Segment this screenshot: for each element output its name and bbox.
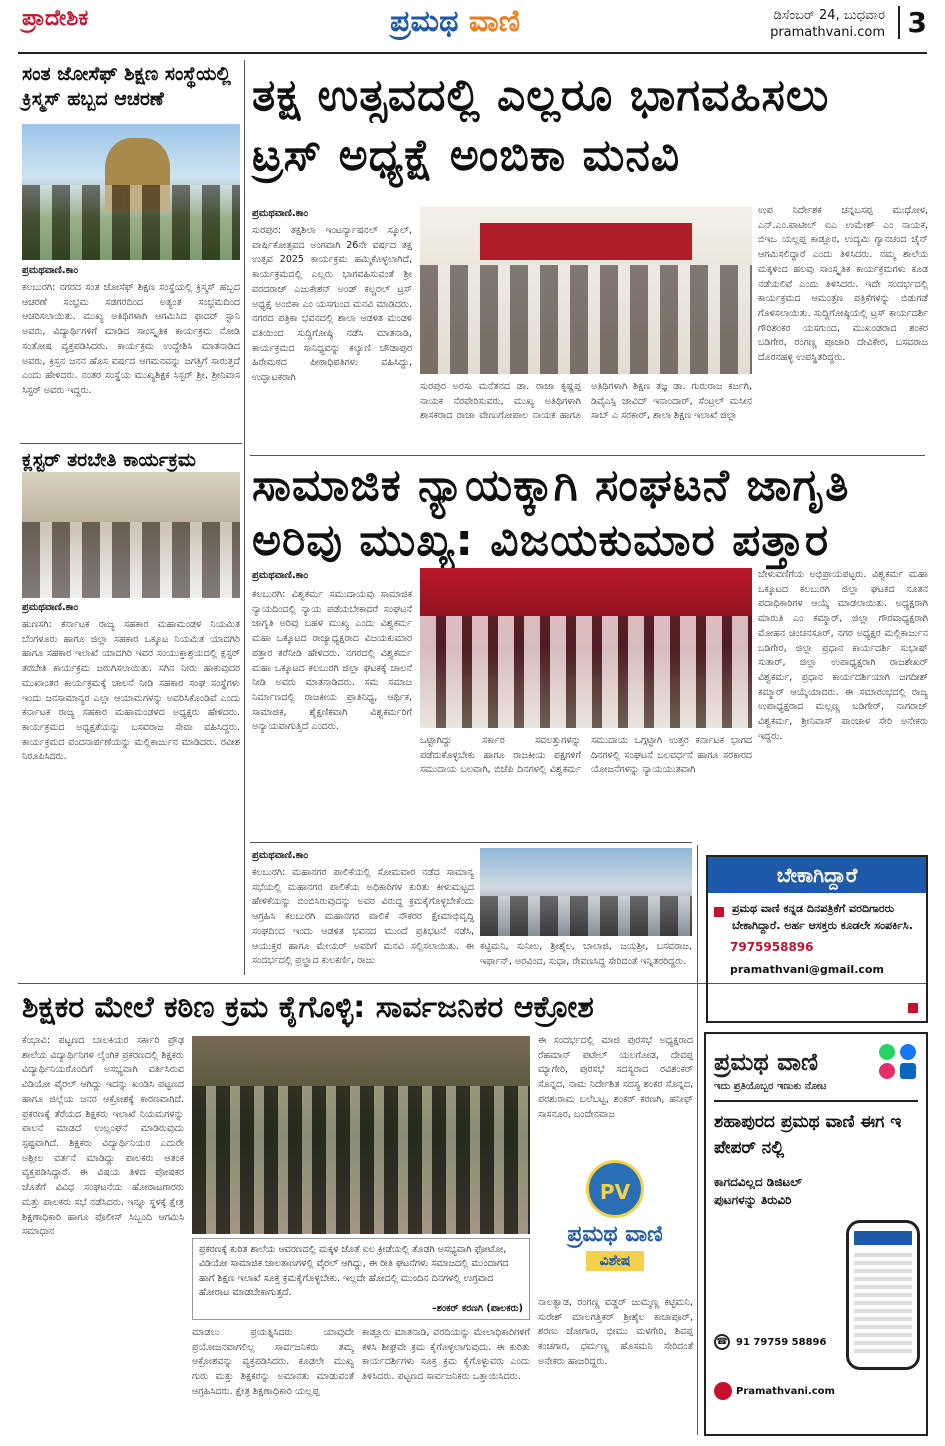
ad-epaper-name: ಪ್ರಮಥ ವಾಣಿ	[714, 1047, 818, 1076]
section-divider	[250, 455, 925, 456]
ad-epaper-web-row[interactable]	[714, 1382, 835, 1400]
ad-epaper-tagline: ಇದು ಪ್ರತಿಯೊಬ್ಬರ ಇಣುಕು ನೋಟ	[714, 1081, 827, 1092]
group-people	[22, 522, 240, 598]
phone-screen-content	[854, 1253, 912, 1353]
ad-wanted-phone[interactable]: 7975958896	[730, 940, 814, 954]
section-label: ಪ್ರಾದೇಶಿಕ	[22, 6, 89, 31]
story5-body-left: ಕಲಬುರಗಿ: ಮಹಾನಗರ ಪಾಲಿಕೆಯಲ್ಲಿ ಸೋಮವಾರ ನಡೆದ ಸಾಮಾನ್ಯ ಸಭೆಯಲ್ಲಿ ಮಹಾನಗರ ಪಾಲಿಕೆಯ ಅಧಿಕಾರಿಗಳ ಕುರಿತು ಕೀಳುಮಟ್ಟದ ಹೇಳಿಕೆಯನ್ನು ಬಿಂಬಿಸಿರುವುದನ್ನು ಅವರ ವಿರುದ್ಧ ಕ್ರಮಕೈಗೊಳ್ಳಬೇಕೆಂದು ಆಗ್ರಹಿಸಿ ಕಲಬುರಗಿ ಮಹಾನಗರ ಪಾಲಿಕೆ ನೌಕರರ ಕ್ಷೇಮಾಭಿವೃದ್ಧಿ ಸಂಘದಿಂದ ಇಂದು ಆಡಳಿತ ಭವನದ ಮುಂದೆ ಪ್ರತಿಭಟನೆ ನಡೆಸಿ, ಆಯುಕ್ತರ ಹಾಗೂ ಮೇಯರ್ ಅವರಿಗೆ ಮನವಿ ಸಲ್ಲಿಸಲಾಯಿತು. ಈ ಸಂದರ್ಭದಲ್ಲಿ ಪ್ರಲ್ಹಾದ ಕುಲಕರ್ಣಿ, ರಾಜು	[252, 867, 474, 967]
whatsapp-icon[interactable]	[879, 1044, 895, 1060]
header-rule	[18, 52, 927, 54]
ad-wanted[interactable]	[706, 855, 928, 1023]
story6-body-left: ಕೆಂಭಾವಿ: ಪಟ್ಟಣದ ಬಾಲಕಿಯರ ಸರ್ಕಾರಿ ಪ್ರೌಢ ಶಾಲೆಯ ವಿದ್ಯಾರ್ಥಿನಿಗಳ ಲೈಂಗಿಕ ಪ್ರಕರಣದಲ್ಲಿ ಶಿಕ್ಷಕರು ವಿದ್ಯಾರ್ಥಿನಿಯರೊಂದಿಗೆ ಅಸಭ್ಯವಾಗಿ ವರ್ತಿಸಿರುವ ವಿಡಿಯೋ ವೈರಲ್ ಆಗಿದ್ದು ಇದನ್ನು ಖಂಡಿಸಿ ಪಟ್ಟಣದ ಹಾಗೂ ಜಿಲ್ಲೆಯ ಜನರ ಆಕ್ರೋಶಕ್ಕೆ ಕಾರಣವಾಗಿದೆ. ಪ್ರಕರಣಕ್ಕೆ ತೆರೆಯದ ಶಿಕ್ಷಕರು ಇಲಾಖೆ ನಿಯಮಗಳನ್ನು ಪಾಲನೆ ಮಾಡದೆ ಉಲ್ಲಂಘನೆ ಮಾಡಿರುವುದು ಸ್ಪಷ್ಟವಾಗಿದೆ. ಶಿಕ್ಷಕರು ವಿದ್ಯಾರ್ಥಿನಿಯರ ಎದುರೇ ಅಶ್ಲೀಲ ವರ್ತನೆ ಮಾಡಿದ್ದು ಪಾಲಕರು ಆತಂಕ ವ್ಯಕ್ತಪಡಿಸಿದ್ದಾರೆ. ಈ ವಿಷಯ ತಿಳಿದ ಪೋಷಕರ ಜೊತೆಗೆ ವಿವಿಧ ಸಂಘಟನೆಯ ಹೋರಾಟಗಾರರು ಮತ್ತು ಪಾಲಕರು ಸಭೆ ನಡೆಸಿದರು. ಇನ್ನೂ ಸ್ಥಳಕ್ಕೆ ಕ್ಷೇತ್ರ ಶಿಕ್ಷಣಾಧಿಕಾರಿ ಹಾಗೂ ಪೊಲೀಸ್ ಸಿಬ್ಬಂದಿ ಆಗಮಿಸಿ ಸಮಾಧಾನ	[22, 1035, 184, 1238]
story6-caption: ಪ್ರಕರಣಕ್ಕೆ ಕುರಿತ ಶಾಲೆಯ ಆವರಣದಲ್ಲಿ ಮಕ್ಕಳ ಜೊತೆ ಐಲ ಕ್ರೀಡೆಯಲ್ಲಿ ತೊಡಗಿ ಅಸಭ್ಯವಾಗಿ ಫೋಟೋ, ವಿಡಿಯೋ ಸಾಮಾಜಿಕ ಜಾಲತಾಣಗಳಲ್ಲಿ ವೈರಲ್ ಆಗಿದ್ದು, ಈ ರೀತಿ ಘಟನೆಗಳು ಸಮಾಜದಲ್ಲಿ ಮುಂದಾಗದ ಹಾಗೆ ಶಿಕ್ಷಣ ಇಲಾಖೆ ಸೂಕ್ತ ಕ್ರಮಕೈಗೊಳ್ಳಬೇಕು. ಇಲ್ಲದೇ ಹೋದಲ್ಲಿ ಮುಂದಿನ ದಿನಗಳಲ್ಲಿ ಉಗ್ರವಾದ ಹೋರಾಟ ಮಾಡಬೇಕಾಗುತ್ತದೆ.	[199, 1244, 509, 1298]
story4-photo	[420, 568, 752, 728]
page-number: 3	[898, 6, 927, 39]
group-people	[420, 616, 752, 728]
story3-body-left: ಸುರಪುರ: ತಕ್ಷಶಿಲಾ ಇಂಟರ್ನ್ಯಾಷನಲ್ ಸ್ಕೂಲ್, ವಾರ್ಷಿಕೋತ್ಸವದ ಅಂಗವಾಗಿ 26ನೇ ವರ್ಷದ ತಕ್ಷ ಉತ್ಸವ 2025 ಕಾರ್ಯಕ್ರಮ ಹಮ್ಮಿಕೊಳ್ಳಲಾಗಿದೆ, ಕಾರ್ಯಕ್ರಮದಲ್ಲಿ ಎಲ್ಲರು ಭಾಗವಹಿಸುವಂತೆ ಶ್ರೀ ವರದರಾಜ್ ಎಜುಕೇಶನ್ ಅಂಡ್ ಕಲ್ಚರಲ್ ಟ್ರಸ್ ಅಧ್ಯಕ್ಷೆ ಅಂಬಿಕಾ ಎಂ ಯಸಗುಂದ ಮನವಿ ಮಾಡಿದರು. ನಗರದ ಪತ್ರಿಕಾ ಭವನದಲ್ಲಿ ಶಾಲಾ ಆಡಳಿತ ಮಂಡಳಿ ವತಿಯಿಂದ ಸುದ್ದಿಗೋಷ್ಠಿ ನಡೆಸಿ ಮಾತನಾಡಿ, ಕಾರ್ಯಕ್ರಮದ ಸಾನಿಧ್ಯವನ್ನು ಕಲ್ಯಾಣಿ ಚೌಡಾಪುರ ಹಿರೇಮಠದ ಪೀಠಾಧಿಪತಿಗಳು ವಹಿಸಿದ್ದು, ಉದ್ಘಾಟಕರಾಗಿ	[252, 225, 412, 384]
masthead-part2: ವಾಣಿ	[468, 4, 521, 39]
column-divider	[697, 845, 698, 1435]
story5-photo	[480, 848, 692, 936]
bullet-square-icon	[714, 907, 724, 917]
ad-wanted-title: ಬೇಕಾಗಿದ್ದಾರೆ	[708, 857, 926, 893]
section-divider	[20, 443, 242, 444]
story4-headline-line2[interactable]: ಅರಿವು ಮುಖ್ಯ: ವಿಜಯಕುಮಾರ ಪತ್ತಾರ	[252, 515, 830, 566]
issue-date: ಡಿಸೆಂಬರ್ 24, ಬುಧವಾರ	[773, 8, 885, 23]
ad-wanted-text: ಪ್ರಮಥ ವಾಣಿ ಕನ್ನಡ ದಿನಪತ್ರಿಕೆಗೆ ವರದಿಗಾರರು ಬೇಕಾಗಿದ್ದಾರೆ. ಅರ್ಹ ಆಸಕ್ತರು ಕೂಡಲೇ ಸಂಪರ್ಕಿಸಿ.	[732, 902, 913, 932]
story3-photo	[420, 206, 752, 374]
masthead	[390, 4, 520, 39]
ad-epaper-website: Pramathvani.com	[736, 1385, 835, 1397]
group-people	[480, 896, 692, 936]
story6-body-right: ಈ ಸಂದರ್ಭದಲ್ಲಿ ಮಾಜಿ ಪುರಸಭೆ ಅಧ್ಯಕ್ಷರಾದ ರೆಹಮಾನ್ ಪಟೇಲ್ ಯಲಗೋಡ, ದೇವಪ್ಪ ಮ್ಯಾಗೇರಿ, ಪುರಸಭೆ ಸದಸ್ಯರಾದ ರವಿಶಂಕರ್ ಸೊನ್ನದ, ನಾಮ ನಿರ್ದೇಶಿತ ಸದಸ್ಯ ಶಂಕರ ಸೊನ್ನದ, ಪರಶುರಾಮ ಬಲೆಬಟ್ಟ, ಶಂಕರ್ ಕರಣಗಿ, ಹನೀಫ್ ಸಾಸನೂರ, ಬಂದೇನವಾಜ	[538, 1035, 693, 1120]
story2-headline[interactable]: ಕ್ಲಸ್ಟರ್ ತರಬೇತಿ ಕಾರ್ಯಕ್ರಮ	[22, 449, 196, 471]
header-date-block	[770, 8, 885, 42]
ad-epaper-phone: 91 79759 58896	[736, 1336, 827, 1348]
story1-headline[interactable]: ಸಂತ ಜೋಸೆಫ್ ಶಿಕ್ಷಣ ಸಂಸ್ಥೆಯಲ್ಲಿ ಕ್ರಿಸ್ಮಸ್ ಹಬ್ಬದ ಆಚರಣೆ	[22, 63, 231, 110]
ad-special-name: ಪ್ರಮಥ ವಾಣಿ	[567, 1222, 663, 1247]
social-icons	[879, 1044, 918, 1079]
story6-body-mid: ಮಾಡಲು ಪ್ರಯತ್ನಿಸಿದರು ಯಾವುದೇ ಪ್ರಯೋಜನವಾಗಲಿಲ್ಲ ಸಾರ್ವಜನಿಕರು ತಮ್ಮ ಆಕ್ರೋಶವನ್ನು ವ್ಯಕ್ತಪಡಿಸಿದರು. ಕೂಡಲೇ ಮುಖ್ಯ ಗುರು ಮತ್ತು ಶಿಕ್ಷಕರನ್ನು ಅಮಾನತು ಮಾಡುವಂತೆ ಆಗ್ರಹಿಸಿದರು. ಕ್ಷೇತ್ರ ಶಿಕ್ಷಣಾಧಿಕಾರಿ ಯಲ್ಲಪ್ಪ	[192, 1327, 354, 1397]
story6-caption-box	[192, 1238, 530, 1320]
phone-mockup	[846, 1220, 920, 1370]
story4-body-left: ಕಲಬುರಗಿ: ವಿಶ್ವಕರ್ಮ ಸಮುದಾಯವು ಸಾಮಾಜಿಕ ನ್ಯಾಯದಿಂದಲ್ಲಿ ನ್ಯಾಯ ಪಡೆಯಬೇಕಾದರೆ ಸಂಘಟನೆ ಜಾಗೃತಿ ಅರಿವು ಬಹಳ ಮುಖ್ಯ ಎಂದು ವಿಶ್ವಕರ್ಮ ಮಹಾ ಒಕ್ಕೂಟದ ರಾಜ್ಯಾಧ್ಯಕ್ಷರಾದ ವಿಜಯಕುಮಾರ ಪತ್ತಾರ ಕರೆನೀಡಿ ಹೇಳಿದರು. ನಗರದಲ್ಲಿ ವಿಶ್ವಕರ್ಮ ಮಹಾ ಒಕ್ಕೂಟದ ಕಲಬುರಗಿ ಜಿಲ್ಲಾ ಘಟಕಕ್ಕೆ ಚಾಲನೆ ನೀಡಿ ಅವರು ಮಾತನಾಡಿದರು. ಸಮ ಸಮಾಜ ನಿರ್ಮಾಣದಲ್ಲಿ ರಾಜಕೀಯ ಪ್ರಾತಿನಿಧ್ಯ, ಆರ್ಥಿಕ, ಸಾಮಾಜಿಕ, ಶೈಕ್ಷಣಿಕವಾಗಿ ವಿಶ್ವಕರ್ಮರಿಗೆ ಅನ್ಯಾಯವಾಗುತ್ತಿದೆ ಎಂದರು.	[252, 589, 412, 733]
corner-square-icon	[908, 1003, 918, 1013]
ad-epaper-headline: ಶಹಾಪುರದ ಪ್ರಮಥ ವಾಣಿ ಈಗ ಇ ಪೇಪರ್ ನಲ್ಲಿ	[714, 1112, 902, 1158]
story2-byline: ಪ್ರಮಥವಾಣಿ.ಕಾಂ	[22, 602, 79, 613]
story3-body-mid: ಸುರಪುರ ಅರಸು ಮನೆತನದ ಡಾ. ರಾಜಾ ಕೃಷ್ಣಪ್ಪ ನಾಯಕ ನೆರವೇರಿಸುವರು, ಮುಖ್ಯ ಅತಿಥಿಗಳಾಗಿ ಶಾಸಕರಾದ ರಾಜಾ ವೇಣುಗೋಪಾಲ ನಾಯಕ ಹಾಗೂ ಅತಿಥಿಗಳಾಗಿ ಶಿಕ್ಷಣ ತಜ್ಞ ಡಾ. ಗುರುರಾಜ ಕರ್ಜಗಿ, ಡಿವೈಎಸ್ಪಿ ಜಾವಿದ್ ಇನಾಂದಾರ್, ಸೆಂಟ್ರಲ್ ಮಸೀನ ಸಾಬ್ ಎ ಸರಕಾರ್, ಶಾಲಾ ಶಿಕ್ಷಣ ಇಲಾಖೆ ಜಿಲ್ಲಾ	[420, 381, 752, 422]
story5-body-right: ಕಟ್ಟಿಮನಿ, ಸುನೀಲ, ಶ್ರೀಶೈಲ, ಬಾಲಾಜಿ, ಜಯಶ್ರೀ, ಬಸವರಾಜ, ಇರ್ಫಾನ್, ಅರವಿಂದ, ಸುಧಾ, ರೇವಣಸಿದ್ದ ಸೇರಿದಂತೆ ಇನ್ನಿತರರಿದ್ದರು.	[480, 941, 692, 967]
story1-body: ಕಲಬುರಗಿ: ನಗರದ ಸಂತ ಜೋಸೆಫ್ ಶಿಕ್ಷಣ ಸಂಸ್ಥೆಯಲ್ಲಿ ಕ್ರಿಸ್ಮಸ್ ಹಬ್ಬದ ಆಚರಣೆ ಸಂಭ್ರಮ ಸಡಗರದಿಂದ ಅತ್ಯಂತ ಸಂಭ್ರಮದಿಂದ ಆಚರಿಸಲಾಯಿತು. ಮುಖ್ಯ ಅತಿಥಿಗಳಾಗಿ ಆಗಮಿಸಿದ ಫಾದರ್ ಸ್ಟಾನಿ ಅವರು, ವಿದ್ಯಾರ್ಥಿಗಳಿಗೆ ಮಾಡಿದ ಸಾಂಸ್ಕೃತಿಕ ಕಾರ್ಯಕ್ರಮ ನೋಡಿ ಸಂತೋಷ ವ್ಯಕ್ತಪಡಿಸಿದರು. ಕಾರ್ಯಕ್ರಮ ಉದ್ದೇಶಿಸಿ ಮಾತನಾಡಿದ ಅವರು, ಕ್ರಿಸ್ತನ ಜನನ ಹೊಸ ವರ್ಷದ ಆಗಮನವನ್ನು ಜಗತ್ತಿಗೆ ಸಾರುತ್ತದೆ ಎಂದು ಹೇಳಿದರು. ನಂತರ ಸಂಸ್ಥೆಯ ಮುಖ್ಯಶಿಕ್ಷಕ ಸಿಸ್ಟರ್ ಶ್ರೀ, ಶ್ರೀನಿವಾಸ ಸಿಸ್ಟರ್ ಅವರು ಇದ್ದರು.	[22, 282, 240, 397]
story3-byline: ಪ್ರಮಥವಾಣಿ.ಕಾಂ	[252, 208, 309, 219]
story4-body-right: ಬೇಳುವಣಿಗೆಯ ಅಭಿಪ್ರಾಯಪಟ್ಟರು. ವಿಶ್ವಕರ್ಮ ಮಹಾ ಒಕ್ಕೂಟದ ಕಲಬುರಗಿ ಜಿಲ್ಲಾ ಘಟಕದ ನೂತನ ಪದಾಧಿಕಾರಿಗಳ ಆಯ್ಕೆ ಮಾಡಲಾಯಿತು. ಅಧ್ಯಕ್ಷರಾಗಿ ಮಾರುತಿ ಎಂ ಕಮ್ಮಾರ್, ಜಿಲ್ಲಾ ಗೌರವಾಧ್ಯಕ್ಷರಾಗಿ ಮೋಹನ ಚಿಂಚನಸೂರ್, ನಗರ ಅಧ್ಯಕ್ಷರ ಮಲ್ಲಿಕಾರ್ಜುನ ಬಡಿಗೇರ, ಜಿಲ್ಲಾ ಪ್ರಧಾನ ಕಾರ್ಯದರ್ಶಿ ಸುಭಾಷ್ ಸುತಾರ್, ಜಿಲ್ಲಾ ಉಪಾಧ್ಯಕ್ಷರಾಗಿ ರಾಜಶೇಖರ್ ವಿಶ್ವಕರ್ಮ, ಪ್ರಧಾನ ಕಾರ್ಯದರ್ಶಿಯಾಗಿ ಜಗದೀಶ್ ಕಮ್ಮಾರ್ ಆಯ್ಕೆಯಾದರು. ಈ ಸಮಾರಂಭದಲ್ಲಿ ರಾಜ್ಯ ಉಪಾಧ್ಯಕ್ಷರಾದ ಮಲ್ಲಣ್ಣ ಬಡಿಗೇರ್, ನಾಗರಾಜ್ ವಿಶ್ವಕರ್ಮ, ಶ್ರೀನಿವಾಸ್ ಪಾಂಚಾಳ ಸೇರಿ ಅನೇಕರು ಇದ್ದರು.	[758, 569, 928, 742]
ad-wanted-email[interactable]: pramathvani@gmail.com	[730, 963, 884, 976]
ad-epaper-phone-row[interactable]	[714, 1334, 826, 1350]
phone-icon: ☎	[714, 1334, 730, 1350]
ad-special[interactable]	[540, 1160, 690, 1290]
story3-body-right: ಉಪ ನಿರ್ದೇಶಕ ಚನ್ನಬಸಪ್ಪ ಮುಧೋಳ, ಎನ್.ಎಂ.ಪಾಟೀಲ್ ಐಎ ಉಮೇಶ್ ಎಂ ನಾಯಕ, ಬಿಇಒ ಯಲ್ಲಪ್ಪ ಕಾಡ್ಲೂರ, ಉದ್ಯಮಿ ಗ್ಯಾನಚಂದ ಜೈನ್ ಆಗಮಿಸಲಿದ್ದಾರೆ ಎಂದು ತಿಳಿಸಿದರು. ನಮ್ಮ ಶಾಲೆಯ ಮಕ್ಕಳಿಂದ ಹಲವು ಸಾಂಸ್ಕೃತಿಕ ಕಾರ್ಯಕ್ರಮಗಳು ಕೂಡ ನಡೆಯಲಿವೆ ಎಂದು ತಿಳಿಸಿದರು. ಇದೇ ಸಂದರ್ಭದಲ್ಲಿ ಕಾರ್ಯಕ್ರಮದ ಆಮಂತ್ರಣ ಪತ್ರಿಕೆಗಳನ್ನು ಬಿಡುಗಡೆ ಗೊಳಿಸಲಾಯಿತು. ಸುದ್ದಿಗೋಷ್ಠಿಯಲ್ಲಿ ಟ್ರಸ್ ಕಾರ್ಯದರ್ಶಿ ಗೌರಿಶಂಕರ ಯಸಗುಂದ, ಮುಖಂಡರಾದ ಶಂಕರ ಬಡಿಗೇರ, ರಂಗಣ್ಣ ಪೂಜಾರಿ ದೇವಿಕೇರ, ಬಸವರಾಜ ದೊರನಹಳ್ಳಿ ಉಪಸ್ಥಿತರಿದ್ದರು.	[758, 205, 928, 364]
banner-shape	[480, 223, 692, 260]
masthead-part1: ಪ್ರಮಥ	[390, 4, 459, 39]
story3-headline-line1[interactable]: ತಕ್ಷ ಉತ್ಸವದಲ್ಲಿ ಎಲ್ಲರೂ ಭಾಗವಹಿಸಲು	[252, 70, 830, 121]
story6-headline[interactable]: ಶಿಕ್ಷಕರ ಮೇಲೆ ಕಠಿಣ ಕ್ರಮ ಕೈಗೊಳ್ಳಿ: ಸಾರ್ವಜನಿಕರ ಆಕ್ರೋಶ	[22, 990, 594, 1025]
story1-photo	[22, 124, 240, 260]
story6-body-mid2: ಕಾಡ್ಲೂರು ಮಾತನಾಡಿ, ವರದಿಯನ್ನು ಮೇಲಾಧಿಕಾರಿಗಳಿಗೆ ಕಳಿಸಿ ಶೀಘ್ರವೇ ಕ್ರಮ ಕೈಗೊಳ್ಳಲಾಗುವುದು. ಈ ಕುರಿತು ಕಾರ್ಯದರ್ಶಿಗಳು ಸೂಕ್ತ ಕ್ರಮ ಕೈಗೊಳ್ಳುವರು ಎಂದು ತಿಳಿಸಿದರು. ಪಟ್ಟಣದ ಸಾರ್ವಜನಿಕರು ಒತ್ತಾಯಿಸಿದರು.	[362, 1327, 530, 1383]
pv-logo: PV	[586, 1160, 644, 1218]
instagram-icon[interactable]	[879, 1063, 895, 1079]
story6-caption-credit: –ಶಂಕರ್ ಕರಣಗಿ (ಪಾಲಕರು)	[432, 1303, 523, 1314]
ad-special-subtitle: ವಿಶೇಷ	[586, 1251, 645, 1271]
story4-body-mid: ಒಟ್ಟಾಗಿದ್ದು ಸರ್ಕಾರ ಸವಲತ್ತುಗಳನ್ನು ಪಡೆದುಕೊಳ್ಳಬೇಕು ಹಾಗೂ ರಾಜಕೀಯ ಪಕ್ಷಗಳಿಗೆ ಸಮುದಾಯ ಬಲವಾಗಿ, ಬಿಜೆಪಿ ದಿನಗಳಲ್ಲಿ ವಿಶ್ವಕರ್ಮ ಸಮುದಾಯ ಒಗ್ಗಟ್ಟಾಗಿ ಉತ್ತರ ಕರ್ನಾಟಕ ಭಾಗದ ದಿನಗಳಲ್ಲಿ ಸಂಘಟನೆ ಬಲವರ್ಧನೆ ಹಾಗೂ ಸರಕಾರದ ಯೋಜನೆಗಳನ್ನು ನ್ಯಾಯಯುತವಾಗಿ	[420, 735, 752, 776]
group-people	[22, 185, 240, 260]
story4-headline-line1[interactable]: ಸಾಮಾಜಿಕ ನ್ಯಾಯಕ್ಕಾಗಿ ಸಂಘಟನೆ ಜಾಗೃತಿ	[252, 460, 850, 511]
story2-photo	[22, 472, 240, 598]
story5-byline: ಪ್ರಮಥವಾಣಿ.ಕಾಂ	[252, 850, 309, 861]
crowd	[192, 1086, 530, 1235]
story2-body: ಹುಣಸಗಿ: ಕರ್ನಾಟಕ ರಾಜ್ಯ ಸಹಕಾರ ಮಹಾಮಂಡಳ ನಿಯಮಿತ ಬೆಂಗಳೂರು ಹಾಗೂ ಜಿಲ್ಲಾ ಸಹಕಾರ ಒಕ್ಕೂಟ ನಿಯಮಿತ ಯಾದಗಿರಿ ಹಾಗೂ ಸಹಕಾರ ಇಲಾಖೆ ಯಾದಗಿರಿ ಇವರ ಸಂಯುಕ್ತಾಶ್ರಯದಲ್ಲಿ ಕ್ಲಸ್ಟರ್ ತರಬೇತಿ ಕಾರ್ಯಕ್ರಮ ಜರುಗಿಸಲಾಯಿತು. ಸಗಿನ ನೀರು ಹಾಕುವುದರ ಮುಖಾಂತರ ಕಾರ್ಯಕ್ರಮಕ್ಕೆ ಚಾಲನೆ ನೀಡಿ ಸಹಕಾರ ಸಂಘ ಸಂಸ್ಥೆಗಳು ಇಂದು ಜನಸಾಮಾನ್ಯರ ಎಲ್ಲಾ ಆಯಾಮಗಳನ್ನು ಅವರಿಸಿಕೊಂಡಿವೆ ಎಂದು ಕರ್ನಾಟಕ ರಾಜ್ಯ ಸಹಕಾರ ಮಹಾಮಂಡಳದ ಅಧ್ಯಕ್ಷರು ಹೇಳಿದರು. ಕಾರ್ಯಕ್ರಮದ ಅಧ್ಯಕ್ಷತೆಯನ್ನು ಬಸವರಾಜ ಸೇವಾ ವಹಿಸಿದ್ದರು. ಕಾರ್ಯಕ್ರಮದ ವಂದನಾರ್ಪಣೆಯನ್ನು ಮಲ್ಲಿಕಾರ್ಜುನ ಮಾಡಿದರು. ರವೀಶ ನಿರೂಪಿಸಿದರು.	[22, 619, 240, 763]
story4-byline: ಪ್ರಮಥವಾಣಿ.ಕಾಂ	[252, 570, 309, 581]
linkedin-icon[interactable]	[900, 1063, 916, 1079]
ad-epaper-subhead: ಕಾಗದವಿಲ್ಲದ ಡಿಜಿಟಲ್ ಪುಟಗಳನ್ನು ತಿರುವಿರಿ	[714, 1175, 802, 1207]
story6-photo	[192, 1036, 530, 1234]
column-divider	[244, 60, 245, 975]
header-website[interactable]: pramathvani.com	[770, 24, 885, 40]
facebook-icon[interactable]	[900, 1044, 916, 1060]
phone-screen-header	[854, 1231, 912, 1245]
story6-body-right2: ನಾಲತ್ವಾಡ, ರಂಗಣ್ಣ ವಡ್ಡರ್ ಜುಮ್ಮಣ್ಣ ಕಟ್ಟಿಮನಿ, ಸುರೇಶ್ ಮಾಲಗತ್ತಿಕರ್ ಶ್ರೀಶೈಲ ಕಾಚಾಪೂರ್, ಶರಣು ಜೋಗಾರ, ಭೀಮು ಮಳಗೇರಿ, ಶಿವಪ್ಪ ಕಂಚಗಾರ, ಧರ್ಮಣ್ಣ ಹೊಸಮನಿ ಸೇರಿದಂತೆ ಅನೇಕರು ಹಾಜರಿದ್ದರು.	[538, 1297, 693, 1367]
story3-headline-line2[interactable]: ಟ್ರಸ್ ಅಧ್ಯಕ್ಷೆ ಅಂಬಿಕಾ ಮನವಿ	[252, 130, 681, 181]
group-people	[420, 265, 752, 374]
story1-byline: ಪ್ರಮಥವಾಣಿ.ಕಾಂ	[22, 265, 79, 276]
location-icon	[714, 1382, 732, 1400]
ad-epaper[interactable]	[704, 1032, 928, 1436]
section-divider	[250, 842, 692, 843]
